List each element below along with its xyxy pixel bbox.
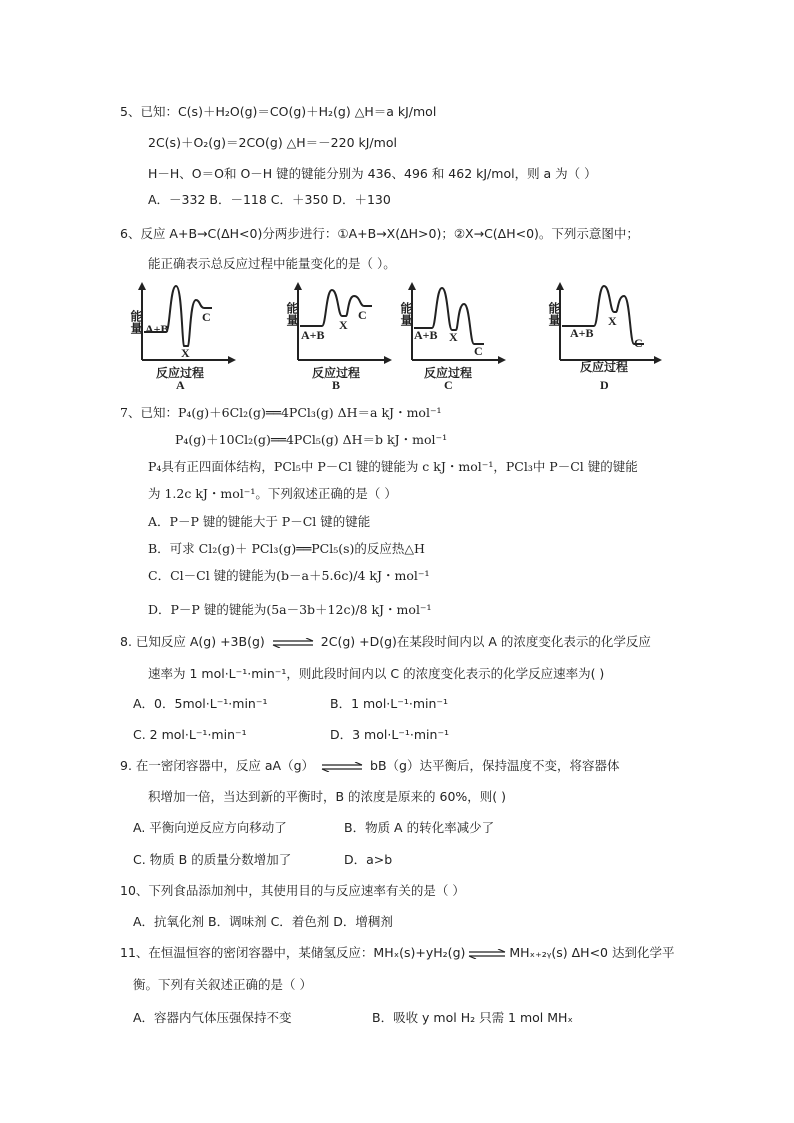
equilibrium-arrow-icon xyxy=(271,638,315,648)
diagram-a-ylabel: 能量 xyxy=(129,310,143,334)
q11-option-b: B．吸收 y mol H₂ 只需 1 mol MHₓ xyxy=(372,1010,573,1025)
diagram-c-ab: A+B xyxy=(414,328,438,342)
diagram-a-xlabel: 反应过程 xyxy=(156,366,205,380)
diagram-d-ylabel: 能量 xyxy=(547,302,561,326)
energy-diagram-d xyxy=(544,282,664,392)
diagram-a-x: X xyxy=(181,346,190,360)
q9-option-c: C. 物质 B 的质量分数增加了 xyxy=(133,852,292,867)
q11-option-a: A．容器内气体压强保持不变 xyxy=(133,1010,292,1025)
diagram-a-c: C xyxy=(202,310,211,324)
q8-option-d: D．3 mol·L⁻¹·min⁻¹ xyxy=(330,727,450,742)
q8-line1 xyxy=(120,634,651,650)
diagram-b-xlabel: 反应过程 xyxy=(312,366,361,380)
q6-line1: 6、反应 A+B→C(ΔH<0)分两步进行：①A+B→X(ΔH>0)；②X→C(ΔH<0)。下列示意图中； xyxy=(120,226,639,241)
diagram-d-c: C xyxy=(634,336,643,350)
diagram-c-x: X xyxy=(449,330,458,344)
q5-line3: H－H、O＝O和 O－H 键的键能分别为 436、496 和 462 kJ/mol，则 a 为（ ） xyxy=(148,166,597,181)
q9-line1-a: 9. 在一密闭容器中，反应 aA（g） xyxy=(120,758,315,773)
diagram-b-ylabel: 能量 xyxy=(285,302,299,326)
q10-options: A．抗氧化剂 B．调味剂 C．着色剂 D．增稠剂 xyxy=(133,914,393,929)
diagram-c-c: C xyxy=(474,344,483,358)
q7-line3: P₄具有正四面体结构，PCl₅中 P－Cl 键的键能为 c kJ・mol⁻¹，PCl₃中 P－Cl 键的键能 xyxy=(148,459,638,474)
q9-line1-b: bB（g）达平衡后，保持温度不变，将容器体 xyxy=(370,758,620,773)
diagram-b-c: C xyxy=(358,308,367,322)
q11-line1-b: MHₓ₊₂ᵧ(s) ΔH<0 达到化学平 xyxy=(509,945,675,960)
diagram-d-letter: D xyxy=(600,378,609,392)
diagram-b-x: X xyxy=(339,318,348,332)
q5-line1: 5、已知：C(s)＋H₂O(g)＝CO(g)＋H₂(g) △H＝a kJ/mol xyxy=(120,104,437,119)
q11-line1-a: 11、在恒温恒容的密闭容器中，某储氢反应：MHₓ(s)+yH₂(g) xyxy=(120,945,466,960)
q9-option-d: D．a>b xyxy=(344,852,393,867)
q9-option-b: B．物质 A 的转化率减少了 xyxy=(344,820,495,835)
q7-option-b: B．可求 Cl₂(g)＋ PCl₃(g)══PCl₅(s)的反应热△H xyxy=(148,541,425,556)
q9-line1 xyxy=(120,758,619,774)
diagram-d-xlabel: 反应过程 xyxy=(580,360,629,374)
diagram-c-ylabel: 能量 xyxy=(399,302,413,326)
q8-line1-b: 2C(g) +D(g)在某段时间内以 A 的浓度变化表示的化学反应 xyxy=(320,634,651,649)
diagram-c-xlabel: 反应过程 xyxy=(424,366,473,380)
q8-line1-a: 8. 已知反应 A(g) +3B(g) xyxy=(120,634,265,649)
q6-line2: 能正确表示总反应过程中能量变化的是（ ）。 xyxy=(148,256,396,271)
q7-option-a: A．P－P 键的键能大于 P－Cl 键的键能 xyxy=(148,514,371,529)
equilibrium-arrow-icon xyxy=(467,949,507,959)
equilibrium-arrow-icon xyxy=(320,762,364,772)
energy-diagram-b xyxy=(284,282,394,392)
diagram-a-ab: A+B xyxy=(145,322,169,336)
q5-options: A．－332 B．－118 C．＋350 D．＋130 xyxy=(148,192,391,207)
energy-diagram-a xyxy=(128,282,238,392)
q7-line1: 7、已知：P₄(g)＋6Cl₂(g)══4PCl₃(g) ΔH＝a kJ・mol⁻¹ xyxy=(120,405,442,420)
q11-line1 xyxy=(120,945,674,961)
diagram-b-ab: A+B xyxy=(301,328,325,342)
energy-diagram-c xyxy=(398,282,508,392)
q9-option-a: A. 平衡向逆反应方向移动了 xyxy=(133,820,287,835)
q8-line2: 速率为 1 mol·L⁻¹·min⁻¹，则此段时间内以 C 的浓度变化表示的化学反应速率为( ) xyxy=(148,666,605,681)
q7-line4: 为 1.2c kJ・mol⁻¹。下列叙述正确的是（ ） xyxy=(148,486,397,501)
q8-option-a: A．0．5mol·L⁻¹·min⁻¹ xyxy=(133,696,268,711)
q7-option-c: C．Cl－Cl 键的键能为(b－a＋5.6c)/4 kJ・mol⁻¹ xyxy=(148,568,430,583)
q8-option-c: C. 2 mol·L⁻¹·min⁻¹ xyxy=(133,727,247,742)
q8-option-b: B．1 mol·L⁻¹·min⁻¹ xyxy=(330,696,448,711)
q10-line1: 10、下列食品添加剂中，其使用目的与反应速率有关的是（ ） xyxy=(120,883,465,898)
diagram-b-letter: B xyxy=(332,378,341,392)
diagram-d-x: X xyxy=(608,314,617,328)
diagram-d-ab: A+B xyxy=(570,326,594,340)
q7-option-d: D．P－P 键的键能为(5a－3b＋12c)/8 kJ・mol⁻¹ xyxy=(148,602,432,617)
q9-line2: 积增加一倍，当达到新的平衡时，B 的浓度是原来的 60%，则( ) xyxy=(148,789,507,804)
diagram-a-letter: A xyxy=(176,378,185,392)
q11-line2: 衡。下列有关叙述正确的是（ ） xyxy=(133,977,312,992)
diagram-c-letter: C xyxy=(444,378,453,392)
q5-line2: 2C(s)＋O₂(g)＝2CO(g) △H＝－220 kJ/mol xyxy=(148,135,397,150)
q7-line2: P₄(g)＋10Cl₂(g)══4PCl₅(g) ΔH＝b kJ・mol⁻¹ xyxy=(175,432,448,447)
